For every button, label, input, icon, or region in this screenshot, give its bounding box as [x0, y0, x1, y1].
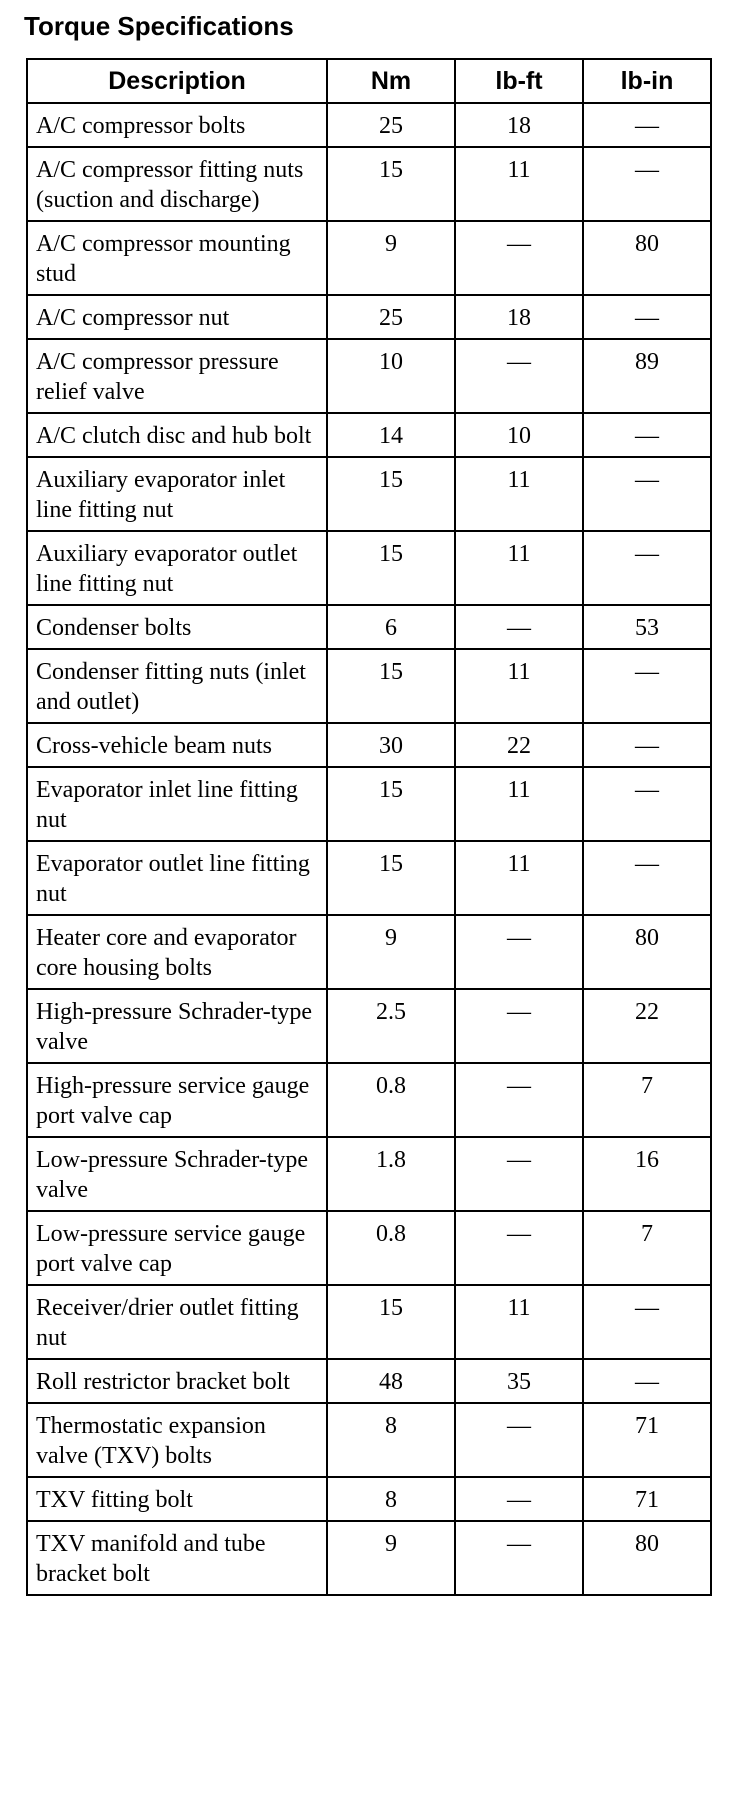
- table-row: [27, 767, 711, 841]
- header-nm: Nm: [327, 59, 455, 103]
- lb-in-cell: 80: [583, 221, 711, 295]
- table-row: [27, 1137, 711, 1211]
- lb-ft-cell: 11: [455, 1285, 583, 1359]
- description-cell: Evaporator outlet line fitting nut: [27, 841, 327, 915]
- lb-in-cell: 7: [583, 1211, 711, 1285]
- table-body: [27, 103, 711, 1595]
- lb-ft-cell: 11: [455, 531, 583, 605]
- description-cell: A/C clutch disc and hub bolt: [27, 413, 327, 457]
- nm-cell: 6: [327, 605, 455, 649]
- description-cell: A/C compressor nut: [27, 295, 327, 339]
- lb-in-cell: —: [583, 531, 711, 605]
- nm-cell: 2.5: [327, 989, 455, 1063]
- lb-in-cell: —: [583, 1359, 711, 1403]
- description-cell: A/C compressor mounting stud: [27, 221, 327, 295]
- nm-cell: 10: [327, 339, 455, 413]
- lb-in-cell: —: [583, 103, 711, 147]
- table-row: [27, 723, 711, 767]
- nm-cell: 9: [327, 915, 455, 989]
- lb-in-cell: 80: [583, 915, 711, 989]
- table-row: [27, 413, 711, 457]
- table-row: [27, 1403, 711, 1477]
- lb-ft-cell: 11: [455, 649, 583, 723]
- torque-table: [26, 58, 712, 1596]
- lb-ft-cell: —: [455, 1063, 583, 1137]
- table-row: [27, 1285, 711, 1359]
- lb-ft-cell: 11: [455, 767, 583, 841]
- lb-in-cell: —: [583, 1285, 711, 1359]
- nm-cell: 9: [327, 1521, 455, 1595]
- nm-cell: 8: [327, 1403, 455, 1477]
- lb-ft-cell: —: [455, 1403, 583, 1477]
- description-cell: Condenser bolts: [27, 605, 327, 649]
- table-row: [27, 1063, 711, 1137]
- lb-ft-cell: —: [455, 221, 583, 295]
- description-cell: A/C compressor bolts: [27, 103, 327, 147]
- nm-cell: 1.8: [327, 1137, 455, 1211]
- nm-cell: 0.8: [327, 1063, 455, 1137]
- table-row: [27, 915, 711, 989]
- table-header: [27, 59, 711, 103]
- nm-cell: 15: [327, 1285, 455, 1359]
- description-cell: Roll restrictor bracket bolt: [27, 1359, 327, 1403]
- table-row: [27, 1211, 711, 1285]
- lb-in-cell: 22: [583, 989, 711, 1063]
- lb-in-cell: 80: [583, 1521, 711, 1595]
- description-cell: Low-pressure Schrader-type valve: [27, 1137, 327, 1211]
- lb-in-cell: —: [583, 413, 711, 457]
- nm-cell: 25: [327, 295, 455, 339]
- lb-ft-cell: —: [455, 1477, 583, 1521]
- page-title: Torque Specifications: [24, 11, 294, 41]
- lb-ft-cell: —: [455, 915, 583, 989]
- nm-cell: 15: [327, 767, 455, 841]
- lb-ft-cell: 35: [455, 1359, 583, 1403]
- nm-cell: 8: [327, 1477, 455, 1521]
- table-row: [27, 531, 711, 605]
- description-cell: TXV manifold and tube bracket bolt: [27, 1521, 327, 1595]
- lb-ft-cell: 11: [455, 457, 583, 531]
- nm-cell: 15: [327, 841, 455, 915]
- description-cell: A/C compressor fitting nuts (suction and discharge): [27, 147, 327, 221]
- table-row: [27, 147, 711, 221]
- lb-in-cell: 71: [583, 1403, 711, 1477]
- lb-ft-cell: 11: [455, 841, 583, 915]
- table-row: [27, 605, 711, 649]
- lb-in-cell: 71: [583, 1477, 711, 1521]
- description-cell: Evaporator inlet line fitting nut: [27, 767, 327, 841]
- lb-ft-cell: —: [455, 989, 583, 1063]
- lb-in-cell: —: [583, 841, 711, 915]
- lb-ft-cell: 22: [455, 723, 583, 767]
- lb-in-cell: 89: [583, 339, 711, 413]
- table-row: [27, 989, 711, 1063]
- table-row: [27, 1359, 711, 1403]
- description-cell: Auxiliary evaporator outlet line fitting nut: [27, 531, 327, 605]
- description-cell: Thermostatic expansion valve (TXV) bolts: [27, 1403, 327, 1477]
- table-row: [27, 649, 711, 723]
- table-row: [27, 1521, 711, 1595]
- nm-cell: 15: [327, 457, 455, 531]
- nm-cell: 25: [327, 103, 455, 147]
- header-row: [27, 59, 711, 103]
- table-row: [27, 221, 711, 295]
- nm-cell: 15: [327, 147, 455, 221]
- lb-in-cell: —: [583, 295, 711, 339]
- header-lb-ft: lb-ft: [455, 59, 583, 103]
- description-cell: Condenser fitting nuts (inlet and outlet): [27, 649, 327, 723]
- lb-ft-cell: —: [455, 1521, 583, 1595]
- nm-cell: 30: [327, 723, 455, 767]
- nm-cell: 0.8: [327, 1211, 455, 1285]
- description-cell: High-pressure Schrader-type valve: [27, 989, 327, 1063]
- lb-in-cell: 16: [583, 1137, 711, 1211]
- nm-cell: 48: [327, 1359, 455, 1403]
- table-row: [27, 295, 711, 339]
- table-row: [27, 457, 711, 531]
- table-row: [27, 103, 711, 147]
- lb-ft-cell: —: [455, 1137, 583, 1211]
- table-row: [27, 1477, 711, 1521]
- lb-in-cell: —: [583, 723, 711, 767]
- lb-in-cell: —: [583, 649, 711, 723]
- lb-ft-cell: 10: [455, 413, 583, 457]
- nm-cell: 15: [327, 649, 455, 723]
- table-row: [27, 841, 711, 915]
- nm-cell: 14: [327, 413, 455, 457]
- lb-in-cell: —: [583, 147, 711, 221]
- header-lb-in: lb-in: [583, 59, 711, 103]
- lb-ft-cell: —: [455, 339, 583, 413]
- nm-cell: 15: [327, 531, 455, 605]
- lb-ft-cell: —: [455, 605, 583, 649]
- lb-ft-cell: 18: [455, 103, 583, 147]
- lb-in-cell: 53: [583, 605, 711, 649]
- lb-ft-cell: —: [455, 1211, 583, 1285]
- description-cell: Heater core and evaporator core housing bolts: [27, 915, 327, 989]
- description-cell: Low-pressure service gauge port valve cap: [27, 1211, 327, 1285]
- lb-in-cell: —: [583, 767, 711, 841]
- lb-ft-cell: 18: [455, 295, 583, 339]
- lb-ft-cell: 11: [455, 147, 583, 221]
- nm-cell: 9: [327, 221, 455, 295]
- description-cell: Auxiliary evaporator inlet line fitting nut: [27, 457, 327, 531]
- description-cell: Cross-vehicle beam nuts: [27, 723, 327, 767]
- table-row: [27, 339, 711, 413]
- description-cell: A/C compressor pressure relief valve: [27, 339, 327, 413]
- description-cell: High-pressure service gauge port valve cap: [27, 1063, 327, 1137]
- lb-in-cell: 7: [583, 1063, 711, 1137]
- description-cell: TXV fitting bolt: [27, 1477, 327, 1521]
- header-description: Description: [27, 59, 327, 103]
- lb-in-cell: —: [583, 457, 711, 531]
- description-cell: Receiver/drier outlet fitting nut: [27, 1285, 327, 1359]
